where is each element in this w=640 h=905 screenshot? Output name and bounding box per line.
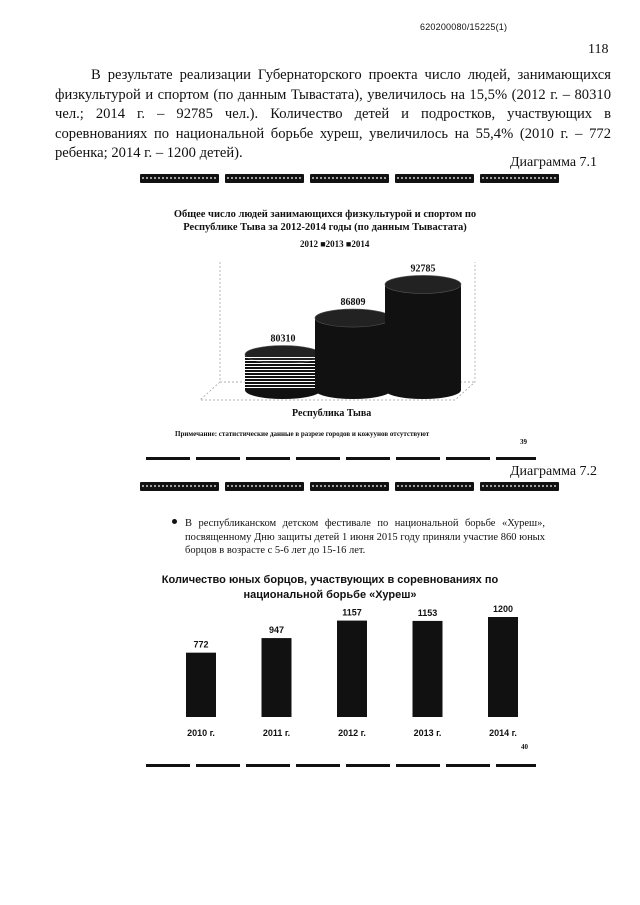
chart1-legend: 2012 ■2013 ■2014 xyxy=(300,239,370,249)
chart2-value-label: 772 xyxy=(193,639,209,650)
rule-segment xyxy=(146,764,190,767)
chart1-value-label: 86809 xyxy=(340,297,366,309)
chart1-bar-top xyxy=(315,309,391,327)
rule-segment xyxy=(396,457,440,460)
chart2-bar xyxy=(262,638,292,717)
rule-segment xyxy=(196,764,240,767)
chart1-plot xyxy=(180,252,480,402)
chart1-bar-base xyxy=(315,381,391,399)
chart1-note: Примечание: статистические данные в разрезе городов и кожуунов отсутствуют xyxy=(175,430,430,438)
rule-segment xyxy=(346,457,390,460)
stripe-segment xyxy=(480,482,559,491)
rule-segment xyxy=(446,457,490,460)
chart2-bar xyxy=(488,617,518,717)
diagram-7-1-top-stripe xyxy=(140,174,559,183)
rule-segment xyxy=(396,764,440,767)
page-number: 118 xyxy=(588,42,609,57)
chart2-plot xyxy=(160,600,530,745)
chart1-bar xyxy=(315,318,391,390)
chart2-bars xyxy=(186,604,518,738)
diagram-7-2-top-stripe xyxy=(140,482,559,491)
chart1-page-number: 39 xyxy=(520,438,527,446)
chart1-value-label: 80310 xyxy=(270,333,296,345)
chart2-category-label: 2014 г. xyxy=(489,728,517,738)
chart2-category-label: 2012 г. xyxy=(338,728,366,738)
chart2-title: Количество юных борцов, участвующих в соревнованиях по национальной борьбе «Хуреш» xyxy=(161,574,499,601)
stripe-segment xyxy=(310,174,389,183)
chart1-x-label: Республика Тыва xyxy=(292,408,372,419)
body-paragraph: В результате реализации Губернаторского проекта число людей, занимающихся физкультурой и спортом (по данным Тывастата), увеличилось на 15,5% (2012 г. – 80310 чел.; 2014 г. – 92785 чел.). Количество детей и подростков, участвующих в соревнованиях по национальной борьбе хуреш, увеличилось на 55,4% (2010 г. – 772 ребенка; 2014 г. – 1200 детей). xyxy=(55,67,611,161)
chart2-category-label: 2013 г. xyxy=(413,728,442,738)
rule-segment xyxy=(496,457,536,460)
rule-segment xyxy=(146,457,190,460)
diagram-7-1-label: Диаграмма 7.1 xyxy=(510,155,598,170)
chart2-value-label: 1200 xyxy=(492,604,514,614)
stripe-segment xyxy=(480,174,559,183)
stripe-segment xyxy=(140,482,219,491)
chart2-category-label: 2010 г. xyxy=(187,728,215,738)
stripe-segment xyxy=(225,482,304,491)
chart2-bar xyxy=(186,653,216,717)
bullet-icon xyxy=(172,519,177,524)
chart1-bar-base xyxy=(385,381,461,399)
chart2-value-label: 1153 xyxy=(417,607,438,618)
document-number: 620200080/15225(1) xyxy=(420,22,508,32)
diagram-7-2-label: Диаграмма 7.2 xyxy=(510,464,598,479)
chart2-value-label: 947 xyxy=(268,625,285,636)
rule-segment xyxy=(346,764,390,767)
rule-segment xyxy=(296,457,340,460)
chart1-bar xyxy=(385,284,461,390)
diagram-7-2-bottom-rule xyxy=(146,764,536,767)
rule-segment xyxy=(246,764,290,767)
chart2-page-number: 40 xyxy=(521,743,528,751)
rule-segment xyxy=(446,764,490,767)
rule-segment xyxy=(196,457,240,460)
stripe-segment xyxy=(225,174,304,183)
stripe-segment xyxy=(395,174,474,183)
rule-segment xyxy=(496,764,536,767)
bullet-text: В республиканском детском фестивале по национальной борьбе «Хуреш», посвященному Дню защиты детей 1 июня 2015 году приняли участие 860 юных борцов в возрасте с 5-6 лет до 15-16 лет. xyxy=(185,518,545,557)
chart1-bar-base xyxy=(245,381,321,399)
chart2-category-label: 2011 г. xyxy=(262,728,291,738)
stripe-segment xyxy=(140,174,219,183)
chart1-bars xyxy=(245,263,461,399)
chart2-value-label: 1157 xyxy=(342,607,362,618)
stripe-segment xyxy=(310,482,389,491)
rule-segment xyxy=(296,764,340,767)
stripe-segment xyxy=(395,482,474,491)
chart2-bar xyxy=(413,621,443,717)
diagram-7-1-bottom-rule xyxy=(146,457,536,460)
chart1-bar-top xyxy=(385,275,461,293)
chart1-value-label: 92785 xyxy=(410,263,436,275)
chart2-bar xyxy=(337,621,367,717)
chart1-title: Общее число людей занимающихся физкультурой и спортом по Республике Тыва за 2012-2014 годы (по данным Тывастата) xyxy=(173,209,477,233)
rule-segment xyxy=(246,457,290,460)
